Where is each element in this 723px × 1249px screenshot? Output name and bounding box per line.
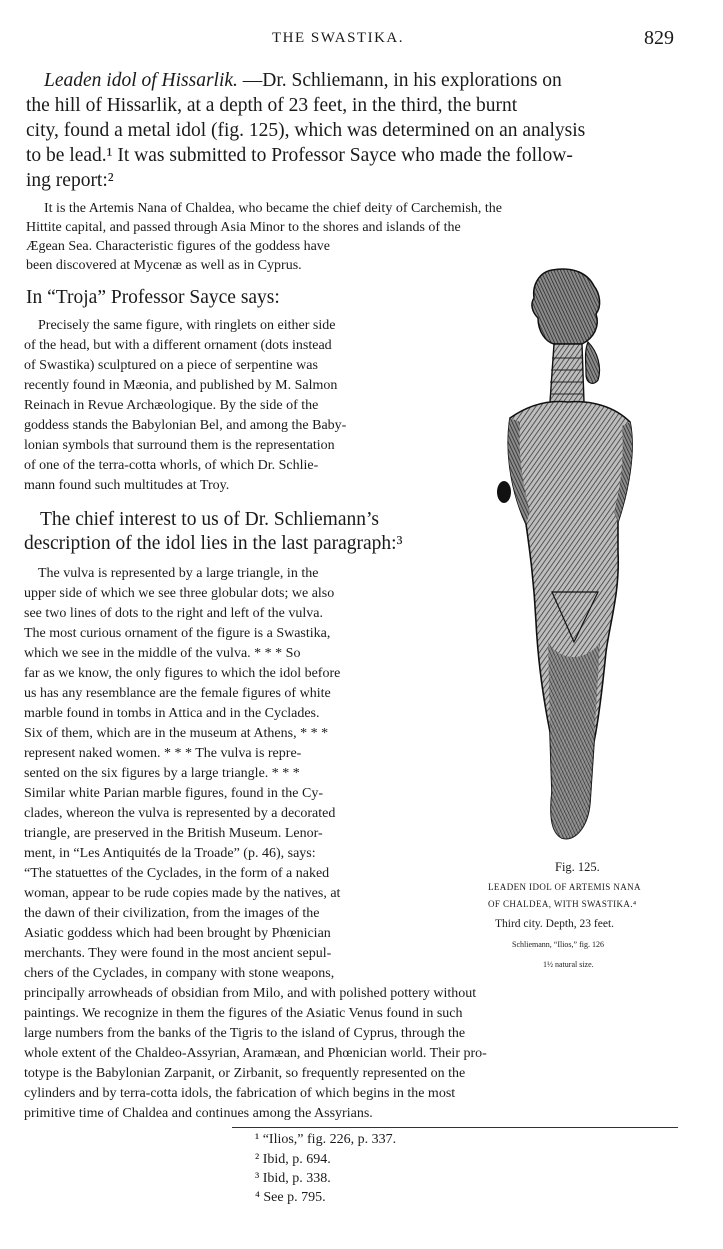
quote-line: been discovered at Mycenæ as well as in Cyprus. bbox=[26, 258, 302, 273]
quote-line: The vulva is represented by a large triangle, in the bbox=[38, 566, 319, 581]
running-title: THE SWASTIKA. bbox=[272, 30, 404, 46]
page-header bbox=[0, 27, 723, 54]
quote-line: upper side of which we see three globular dots; we also bbox=[24, 586, 335, 601]
intro-line: city, found a metal idol (fig. 125), which was determined on an analysis bbox=[26, 120, 586, 141]
intro-line: the hill of Hissarlik, at a depth of 23 feet, in the third, the burnt bbox=[26, 95, 518, 116]
quote-line: Hittite capital, and passed through Asia Minor to the shores and islands of the bbox=[26, 220, 461, 235]
intro-line: ing report:² bbox=[26, 170, 114, 191]
quote-line: far as we know, the only figures to which the idol before bbox=[24, 666, 341, 681]
quote-line: goddess stands the Babylonian Bel, and among the Baby- bbox=[24, 418, 347, 433]
quote-line: principally arrowheads of obsidian from Milo, and with polished pottery without bbox=[24, 986, 477, 1001]
quote-line: us has any resemblance are the female figures of white bbox=[24, 686, 331, 701]
quote-line: Similar white Parian marble figures, found in the Cy- bbox=[24, 786, 323, 801]
quote-line: chers of the Cyclades, in company with stone weapons, bbox=[24, 966, 335, 981]
quote-line: woman, appear to be rude copies made by the natives, at bbox=[24, 886, 341, 901]
figure-depth: Third city. Depth, 23 feet. bbox=[495, 918, 615, 930]
quote-line: Six of them, which are in the museum at Athens, * * * bbox=[24, 726, 329, 741]
quote-line: represent naked women. * * * The vulva is repre- bbox=[24, 746, 302, 761]
quote-line: of one of the terra-cotta whorls, of which Dr. Schlie- bbox=[24, 458, 319, 473]
footnote-item: ² Ibid, p. 694. bbox=[255, 1152, 331, 1167]
leaden-idol-figure bbox=[490, 262, 650, 852]
figure-scale: 1½ natural size. bbox=[543, 960, 594, 969]
intro-line: to be lead.¹ It was submitted to Professor Sayce who made the follow- bbox=[26, 145, 573, 166]
quote-line: “The statuettes of the Cyclades, in the form of a naked bbox=[24, 866, 330, 881]
page-number: 829 bbox=[644, 27, 674, 49]
quote-line: see two lines of dots to the right and left of the vulva. bbox=[24, 606, 323, 621]
quote-line: Ægean Sea. Characteristic figures of the goddess have bbox=[26, 239, 331, 254]
quote-line: It is the Artemis Nana of Chaldea, who became the chief deity of Carchemish, the bbox=[44, 201, 502, 216]
quote-line: triangle, are preserved in the British Museum. Lenor- bbox=[24, 826, 323, 841]
quote-line: of Swastika) sculptured on a piece of serpentine was bbox=[24, 358, 318, 373]
quote-line: Asiatic goddess which had been brought by Phœnician bbox=[24, 926, 331, 941]
quote-line: primitive time of Chaldea and continues among the Assyrians. bbox=[24, 1106, 373, 1121]
footnote-item: ¹ “Ilios,” fig. 226, p. 337. bbox=[255, 1132, 397, 1147]
intro-line bbox=[44, 70, 562, 92]
quote-line: lonian symbols that surround them is the representation bbox=[24, 438, 335, 453]
footnote-item: ³ Ibid, p. 338. bbox=[255, 1171, 331, 1186]
quote-line: mann found such multitudes at Troy. bbox=[24, 478, 230, 493]
figure-title-line: OF CHALDEA, WITH SWASTIKA.⁴ bbox=[488, 899, 637, 909]
figure-title-line: LEADEN IDOL OF ARTEMIS NANA bbox=[488, 882, 641, 892]
troja-heading: In “Troja” Professor Sayce says: bbox=[26, 287, 280, 308]
quote-line: paintings. We recognize in them the figures of the Asiatic Venus found in such bbox=[24, 1006, 463, 1021]
quote-line: which we see in the middle of the vulva. * * * So bbox=[24, 646, 301, 661]
quote-line: Precisely the same figure, with ringlets on either side bbox=[38, 318, 336, 333]
footnote-divider bbox=[232, 1127, 678, 1128]
quote-line: the dawn of their civilization, from the images of the bbox=[24, 906, 320, 921]
quote-line: recently found in Mæonia, and published by M. Salmon bbox=[24, 378, 338, 393]
quote-line: clades, whereon the vulva is represented by a decorated bbox=[24, 806, 336, 821]
quote-line: whole extent of the Chaldeo-Assyrian, Aramæan, and Phœnician world. Their pro- bbox=[24, 1046, 487, 1061]
figure-number: Fig. 125. bbox=[555, 860, 600, 874]
quote-line: totype is the Babylonian Zarpanit, or Zirbanit, so frequently represented on the bbox=[24, 1066, 466, 1081]
quote-line: large numbers from the banks of the Tigris to the island of Cyprus, through the bbox=[24, 1026, 466, 1041]
footnote-item: ⁴ See p. 795. bbox=[255, 1190, 326, 1205]
quote-line: cylinders and by terra-cotta idols, the fabrication of which begins in the most bbox=[24, 1086, 456, 1101]
quote-line: The most curious ornament of the figure is a Swastika, bbox=[24, 626, 331, 641]
quote-line: merchants. They were found in the most ancient sepul- bbox=[24, 946, 332, 961]
heading-line: description of the idol lies in the last paragraph:³ bbox=[24, 533, 403, 554]
quote-line: of the head, but with a different ornament (dots instead bbox=[24, 338, 332, 353]
intro-line-rest: —Dr. Schliemann, in his explorations on bbox=[242, 70, 562, 91]
quote-line: sented on the six figures by a large triangle. * * * bbox=[24, 766, 300, 781]
figure-source: Schliemann, “Ilios,” fig. 126 bbox=[512, 940, 604, 949]
quote-line: Reinach in Revue Archæologique. By the side of the bbox=[24, 398, 319, 413]
quote-line: ment, in “Les Antiquités de la Troade” (p. 46), says: bbox=[24, 846, 316, 861]
heading-line: The chief interest to us of Dr. Schliemann’s bbox=[40, 509, 380, 530]
quote-line: marble found in tombs in Attica and in the Cyclades. bbox=[24, 706, 320, 721]
section-title: Leaden idol of Hissarlik. bbox=[44, 70, 238, 91]
